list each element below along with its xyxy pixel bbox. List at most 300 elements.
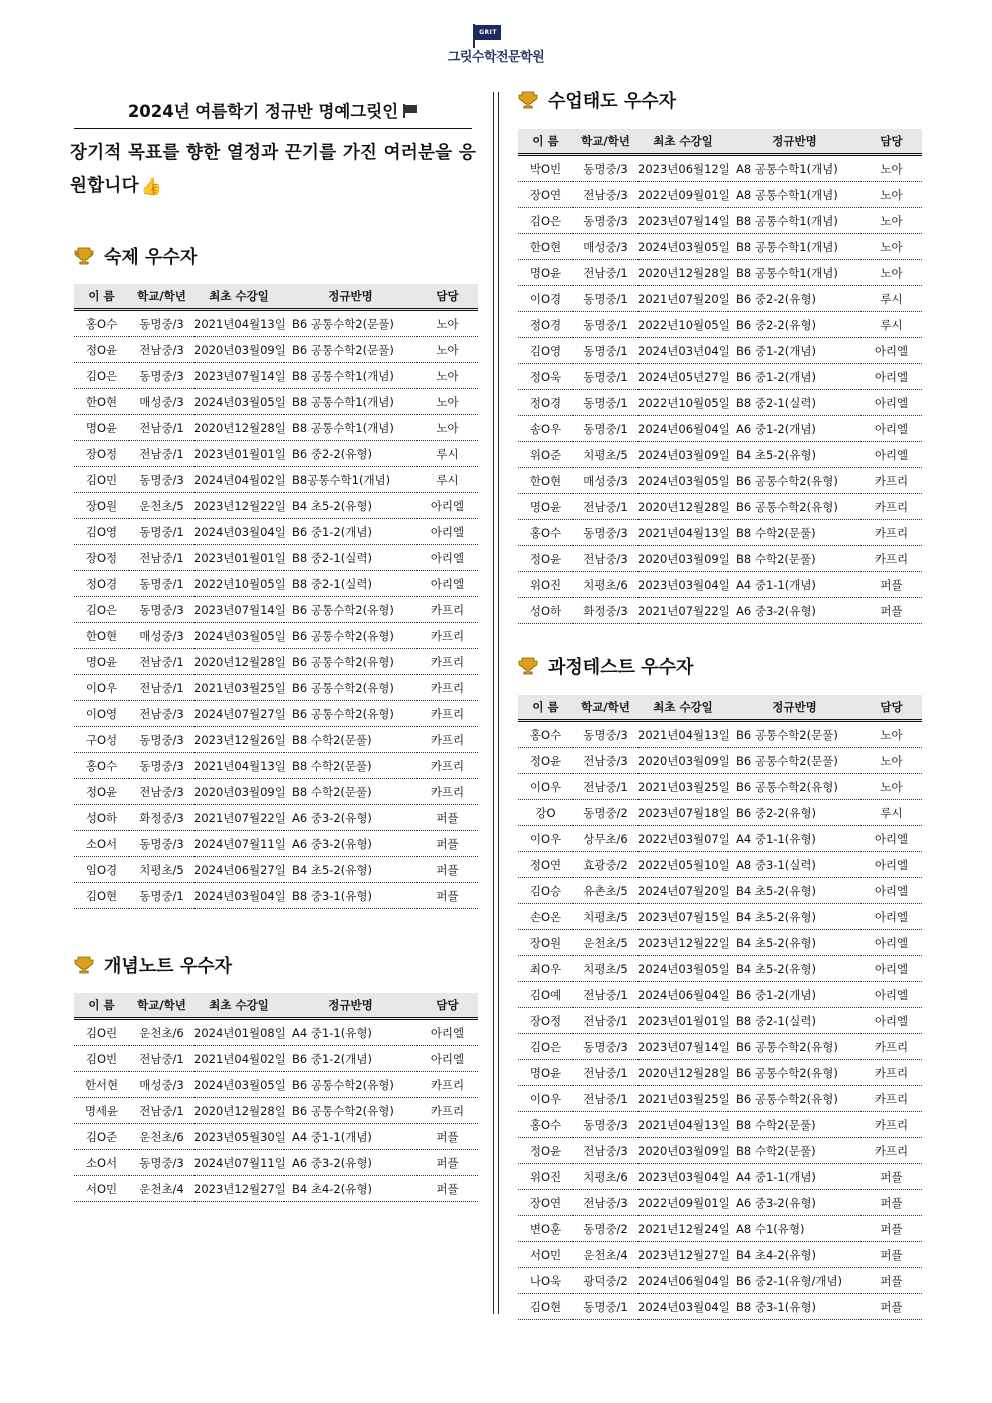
teacher: 퍼플 [861, 1268, 922, 1294]
school-grade: 전남중/1 [573, 260, 638, 286]
teacher: 퍼플 [417, 1150, 478, 1176]
subtitle-text: 장기적 목표를 향한 열정과 끈기를 가진 여러분을 응원합니다 [70, 143, 477, 196]
col-teacher: 담당 [417, 993, 478, 1019]
first-date: 2021년07월22일 [194, 805, 284, 831]
teacher: 카프리 [417, 675, 478, 701]
first-date: 2023년12월22일 [194, 493, 284, 519]
table-row [518, 800, 922, 826]
class-name: B8 수학2(문풀) [284, 727, 417, 753]
class-name: A8 공통수학1(개념) [728, 182, 861, 208]
first-date: 2022년05월10일 [638, 852, 728, 878]
teacher: 퍼플 [417, 1124, 478, 1150]
first-date: 2021년03월25일 [194, 675, 284, 701]
table-row [518, 234, 922, 260]
school-grade: 동명중/3 [129, 310, 194, 337]
school-grade: 동명중/3 [129, 597, 194, 623]
trophy-icon [518, 656, 538, 676]
first-date: 2023년12월27일 [638, 1242, 728, 1268]
student-name: 위O준 [518, 442, 573, 468]
class-name: B6 공통수학2(유형) [728, 494, 861, 520]
teacher: 카프리 [417, 623, 478, 649]
teacher: 카프리 [861, 1060, 922, 1086]
teacher: 노아 [861, 774, 922, 800]
first-date: 2024년03월09일 [638, 442, 728, 468]
first-date: 2024년06월04일 [638, 416, 728, 442]
first-date: 2021년04월13일 [638, 1112, 728, 1138]
student-name: 한서현 [74, 1072, 129, 1098]
first-date: 2024년07월27일 [194, 701, 284, 727]
school-grade: 전남중/3 [573, 546, 638, 572]
student-name: 정O경 [518, 312, 573, 338]
teacher: 카프리 [861, 1086, 922, 1112]
student-name: 박O빈 [518, 155, 573, 182]
first-date: 2023년07월14일 [638, 208, 728, 234]
table-row [74, 441, 478, 467]
first-date: 2020년03월09일 [638, 748, 728, 774]
class-name: B6 중2-2(유형) [284, 441, 417, 467]
class-name: A6 중1-2(개념) [728, 416, 861, 442]
table-row [518, 1086, 922, 1112]
teacher: 아리엘 [861, 442, 922, 468]
first-date: 2024년03월05일 [638, 956, 728, 982]
teacher: 노아 [417, 389, 478, 415]
teacher: 루시 [861, 800, 922, 826]
teacher: 노아 [417, 363, 478, 389]
first-date: 2020년03월09일 [194, 779, 284, 805]
school-grade: 전남중/3 [129, 337, 194, 363]
first-date: 2020년12월28일 [194, 1098, 284, 1124]
table-row [74, 1098, 478, 1124]
table-row [74, 597, 478, 623]
student-name: 김O영 [74, 519, 129, 545]
first-date: 2022년10월05일 [638, 312, 728, 338]
school-grade: 동명중/1 [573, 286, 638, 312]
table-row [518, 1008, 922, 1034]
table-row [74, 337, 478, 363]
class-name: A6 중3-2(유형) [284, 1150, 417, 1176]
school-grade: 동명중/1 [573, 1294, 638, 1320]
class-name: B8 공통수학1(개념) [728, 260, 861, 286]
school-grade: 치평초/5 [573, 442, 638, 468]
teacher: 아리엘 [417, 1046, 478, 1072]
class-name: B6 중1-2(개념) [284, 1046, 417, 1072]
col-first-date: 최초 수강일 [638, 129, 728, 155]
school-grade: 동명중/1 [573, 364, 638, 390]
first-date: 2021년04월13일 [194, 310, 284, 337]
class-name: B8 공통수학1(개념) [284, 363, 417, 389]
student-name: 위O진 [518, 1164, 573, 1190]
first-date: 2024년03월05일 [638, 468, 728, 494]
table-row [518, 208, 922, 234]
teacher: 노아 [861, 748, 922, 774]
school-grade: 치평초/5 [573, 956, 638, 982]
first-date: 2024년06월27일 [194, 857, 284, 883]
teacher: 카프리 [417, 727, 478, 753]
teacher: 퍼플 [861, 1294, 922, 1320]
class-name: A4 중1-1(개념) [728, 572, 861, 598]
table-header-row [74, 993, 478, 1019]
table-row [74, 779, 478, 805]
table-header-row [518, 695, 922, 721]
table-row [518, 155, 922, 182]
class-name: B6 중2-2(유형) [728, 312, 861, 338]
table-row [74, 883, 478, 909]
school-grade: 매성중/3 [573, 468, 638, 494]
subtitle [70, 137, 478, 204]
school-grade: 전남중/3 [573, 1190, 638, 1216]
first-date: 2024년03월05일 [194, 389, 284, 415]
class-name: A6 중3-2(유형) [728, 598, 861, 624]
teacher: 아리엘 [861, 1008, 922, 1034]
school-grade: 전남중/1 [129, 1098, 194, 1124]
class-name: A8 중3-1(실력) [728, 852, 861, 878]
first-date: 2020년12월28일 [194, 415, 284, 441]
school-grade: 운천초/4 [573, 1242, 638, 1268]
class-name: B8 공통수학1(개념) [728, 234, 861, 260]
school-grade: 운천초/6 [129, 1019, 194, 1046]
school-grade: 전남중/3 [573, 1138, 638, 1164]
table-row [518, 904, 922, 930]
first-date: 2020년03월09일 [194, 337, 284, 363]
student-name: 명O윤 [518, 260, 573, 286]
student-name: 정O연 [518, 852, 573, 878]
first-date: 2023년01월01일 [638, 1008, 728, 1034]
first-date: 2023년07월18일 [638, 800, 728, 826]
school-grade: 치평초/6 [573, 1164, 638, 1190]
student-name: 홍O수 [74, 310, 129, 337]
class-name: B6 중1-2(개념) [728, 982, 861, 1008]
section-title-text: 숙제 우수자 [104, 247, 198, 268]
teacher: 카프리 [417, 779, 478, 805]
school-grade: 동명중/3 [573, 721, 638, 748]
first-date: 2021년04월13일 [638, 520, 728, 546]
student-name: 김O영 [518, 338, 573, 364]
class-name: B8 수학2(문풀) [284, 779, 417, 805]
table-row [74, 1124, 478, 1150]
class-name: B6 공통수학2(유형) [284, 675, 417, 701]
table-row [74, 831, 478, 857]
first-date: 2020년12월28일 [638, 260, 728, 286]
teacher: 퍼플 [861, 1216, 922, 1242]
col-first-date: 최초 수강일 [194, 993, 284, 1019]
attitude-table-body [518, 155, 922, 624]
table-row [518, 1268, 922, 1294]
school-grade: 치평초/6 [573, 572, 638, 598]
section-title-homework [74, 242, 478, 270]
student-name: 강O [518, 800, 573, 826]
table-row [518, 930, 922, 956]
student-name: 이O영 [74, 701, 129, 727]
school-grade: 전남중/3 [573, 748, 638, 774]
student-name: 정O윤 [518, 748, 573, 774]
school-grade: 동명중/1 [573, 416, 638, 442]
column-divider [493, 92, 499, 1314]
first-date: 2023년06월12일 [638, 155, 728, 182]
teacher: 아리엘 [861, 390, 922, 416]
table-row [518, 1060, 922, 1086]
first-date: 2021년12월24일 [638, 1216, 728, 1242]
class-name: B4 초4-2(유형) [284, 1176, 417, 1202]
student-name: 임O경 [74, 857, 129, 883]
table-row [74, 675, 478, 701]
table-row [74, 1150, 478, 1176]
flag-icon [402, 104, 418, 118]
class-name: B6 공통수학2(문풀) [728, 721, 861, 748]
class-name: B6 공통수학2(유형) [728, 1086, 861, 1112]
school-grade: 화정중/3 [573, 598, 638, 624]
student-name: 장O정 [74, 441, 129, 467]
school-grade: 운천초/4 [129, 1176, 194, 1202]
school-grade: 전남중/1 [573, 774, 638, 800]
section-title-course-test [518, 652, 922, 680]
student-name: 장O정 [74, 545, 129, 571]
teacher: 카프리 [861, 520, 922, 546]
academy-logo [440, 22, 552, 66]
class-name: A4 중1-1(유형) [728, 826, 861, 852]
col-class-name: 정규반명 [284, 993, 417, 1019]
school-grade: 동명중/3 [573, 1034, 638, 1060]
table-row [74, 493, 478, 519]
teacher: 퍼플 [861, 1242, 922, 1268]
class-name: B8 중2-1(실력) [284, 545, 417, 571]
school-grade: 전남중/1 [573, 1060, 638, 1086]
table-row [74, 545, 478, 571]
class-name: B6 중1-2(개념) [284, 519, 417, 545]
student-name: 명O윤 [74, 649, 129, 675]
first-date: 2024년03년04일 [638, 338, 728, 364]
first-date: 2020년03월09일 [638, 546, 728, 572]
teacher: 카프리 [861, 1034, 922, 1060]
table-row [74, 571, 478, 597]
right-column [518, 86, 922, 1320]
teacher: 아리엘 [861, 878, 922, 904]
class-name: B6 공통수학2(유형) [284, 623, 417, 649]
class-name: B6 공통수학2(유형) [284, 701, 417, 727]
table-row [518, 721, 922, 748]
trophy-icon [518, 90, 538, 110]
first-date: 2024년04월02일 [194, 467, 284, 493]
col-school-grade: 학교/학년 [129, 284, 194, 310]
school-grade: 치평초/5 [573, 904, 638, 930]
teacher: 아리엘 [861, 904, 922, 930]
teacher: 노아 [417, 337, 478, 363]
student-name: 이O경 [518, 286, 573, 312]
first-date: 2023년01월01일 [194, 441, 284, 467]
table-row [74, 649, 478, 675]
student-name: 김O준 [74, 1124, 129, 1150]
first-date: 2021년07월20일 [638, 286, 728, 312]
student-name: 홍O수 [518, 721, 573, 748]
first-date: 2024년07월11일 [194, 831, 284, 857]
student-name: 변O훈 [518, 1216, 573, 1242]
table-row [518, 468, 922, 494]
table-row [518, 442, 922, 468]
school-grade: 전남중/1 [129, 649, 194, 675]
table-row [74, 467, 478, 493]
teacher: 카프리 [417, 701, 478, 727]
teacher: 루시 [417, 467, 478, 493]
student-name: 손O온 [518, 904, 573, 930]
class-name: B6 공통수학2(문풀) [284, 310, 417, 337]
school-grade: 치평초/5 [129, 857, 194, 883]
class-name: B8 공통수학1(개념) [284, 389, 417, 415]
table-row [74, 753, 478, 779]
student-name: 송O우 [518, 416, 573, 442]
school-grade: 전남중/1 [573, 982, 638, 1008]
col-first-date: 최초 수강일 [194, 284, 284, 310]
table-row [518, 286, 922, 312]
student-name: 한O현 [74, 623, 129, 649]
teacher: 카프리 [861, 1112, 922, 1138]
page-title-text: 2024년 여름학기 정규반 명예그릿인 [127, 102, 399, 121]
class-name: B4 초4-2(유형) [728, 1242, 861, 1268]
student-name: 홍O수 [74, 753, 129, 779]
student-name: 정O윤 [518, 546, 573, 572]
section-title-text: 과정테스트 우수자 [548, 657, 694, 678]
class-name: A4 중1-1(유형) [284, 1019, 417, 1046]
first-date: 2020년12월28일 [638, 494, 728, 520]
class-name: B6 중2-2(유형) [728, 800, 861, 826]
class-name: B4 초5-2(유형) [728, 878, 861, 904]
teacher: 노아 [861, 260, 922, 286]
col-teacher: 담당 [861, 129, 922, 155]
teacher: 카프리 [861, 468, 922, 494]
student-name: 김O현 [518, 1294, 573, 1320]
table-row [518, 1164, 922, 1190]
first-date: 2023년07월14일 [638, 1034, 728, 1060]
class-name: B6 공통수학2(유형) [728, 1034, 861, 1060]
first-date: 2023년07월14일 [194, 363, 284, 389]
table-row [74, 857, 478, 883]
first-date: 2024년03월04일 [194, 519, 284, 545]
teacher: 아리엘 [861, 930, 922, 956]
section-title-text: 수업태도 우수자 [548, 91, 676, 112]
col-name: 이 름 [74, 993, 129, 1019]
class-name: B8 중2-1(실력) [728, 1008, 861, 1034]
col-teacher: 담당 [417, 284, 478, 310]
class-name: B8 중2-1(실력) [728, 390, 861, 416]
student-name: 장O연 [518, 182, 573, 208]
class-name: B4 초5-2(유형) [728, 904, 861, 930]
class-name: B8 수학2(문풀) [284, 753, 417, 779]
school-grade: 유촌초/5 [573, 878, 638, 904]
col-name: 이 름 [518, 129, 573, 155]
teacher: 아리엘 [861, 364, 922, 390]
teacher: 아리엘 [417, 545, 478, 571]
table-row [518, 1138, 922, 1164]
school-grade: 동명중/1 [129, 571, 194, 597]
first-date: 2024년01월08일 [194, 1019, 284, 1046]
student-name: 한O현 [518, 234, 573, 260]
table-row [518, 598, 922, 624]
teacher: 카프리 [417, 597, 478, 623]
student-name: 명O윤 [518, 1060, 573, 1086]
teacher: 퍼플 [861, 1190, 922, 1216]
student-name: 나O욱 [518, 1268, 573, 1294]
col-class-name: 정규반명 [284, 284, 417, 310]
flag-logo-icon [473, 24, 503, 44]
class-name: B8 공통수학1(개념) [728, 208, 861, 234]
teacher: 아리엘 [417, 493, 478, 519]
student-name: 김O예 [518, 982, 573, 1008]
teacher: 루시 [861, 286, 922, 312]
first-date: 2024년07월20일 [638, 878, 728, 904]
student-name: 김O민 [74, 467, 129, 493]
course-test-table [518, 695, 922, 1320]
first-date: 2021년04월13일 [638, 721, 728, 748]
student-name: 최O우 [518, 956, 573, 982]
table-row [518, 546, 922, 572]
class-name: B6 중1-2(개념) [728, 338, 861, 364]
school-grade: 동명중/3 [129, 363, 194, 389]
table-row [74, 1176, 478, 1202]
table-row [74, 415, 478, 441]
school-grade: 전남중/3 [573, 182, 638, 208]
teacher: 퍼플 [417, 883, 478, 909]
teacher: 퍼플 [861, 572, 922, 598]
table-row [518, 1216, 922, 1242]
class-name: B8 공통수학1(개념) [284, 415, 417, 441]
class-name: B8 수학2(문풀) [728, 520, 861, 546]
table-row [74, 310, 478, 337]
first-date: 2020년12월28일 [638, 1060, 728, 1086]
student-name: 정O경 [74, 571, 129, 597]
class-name: B4 초5-2(유형) [284, 493, 417, 519]
student-name: 성O하 [518, 598, 573, 624]
table-row [518, 416, 922, 442]
class-name: A6 중3-2(유형) [728, 1190, 861, 1216]
table-row [74, 623, 478, 649]
school-grade: 전남중/1 [129, 441, 194, 467]
school-grade: 전남중/1 [129, 1046, 194, 1072]
first-date: 2020년03월09일 [638, 1138, 728, 1164]
class-name: A4 중1-1(개념) [284, 1124, 417, 1150]
table-row [518, 1112, 922, 1138]
table-row [518, 260, 922, 286]
section-title-attitude [518, 86, 922, 114]
first-date: 2023년12월27일 [194, 1176, 284, 1202]
school-grade: 전남중/1 [129, 545, 194, 571]
first-date: 2023년12월22일 [638, 930, 728, 956]
school-grade: 매성중/3 [129, 1072, 194, 1098]
school-grade: 광덕중/2 [573, 1268, 638, 1294]
school-grade: 동명중/3 [573, 208, 638, 234]
school-grade: 동명중/1 [129, 519, 194, 545]
school-grade: 전남중/1 [129, 415, 194, 441]
school-grade: 매성중/3 [129, 389, 194, 415]
student-name: 이O우 [518, 1086, 573, 1112]
table-row [74, 389, 478, 415]
table-row [518, 1242, 922, 1268]
table-row [518, 338, 922, 364]
student-name: 김O현 [74, 883, 129, 909]
first-date: 2022년03월07일 [638, 826, 728, 852]
school-grade: 전남중/3 [129, 701, 194, 727]
col-school-grade: 학교/학년 [573, 695, 638, 721]
class-name: B6 공통수학2(유형) [284, 649, 417, 675]
teacher: 루시 [861, 312, 922, 338]
table-row [74, 805, 478, 831]
class-name: B6 공통수학2(유형) [284, 1098, 417, 1124]
student-name: 명O윤 [518, 494, 573, 520]
table-row [518, 182, 922, 208]
student-name: 소O서 [74, 831, 129, 857]
first-date: 2024년05년27일 [638, 364, 728, 390]
class-name: B4 초5-2(유형) [728, 930, 861, 956]
teacher: 퍼플 [417, 805, 478, 831]
student-name: 김O은 [518, 1034, 573, 1060]
table-header-row [74, 284, 478, 310]
